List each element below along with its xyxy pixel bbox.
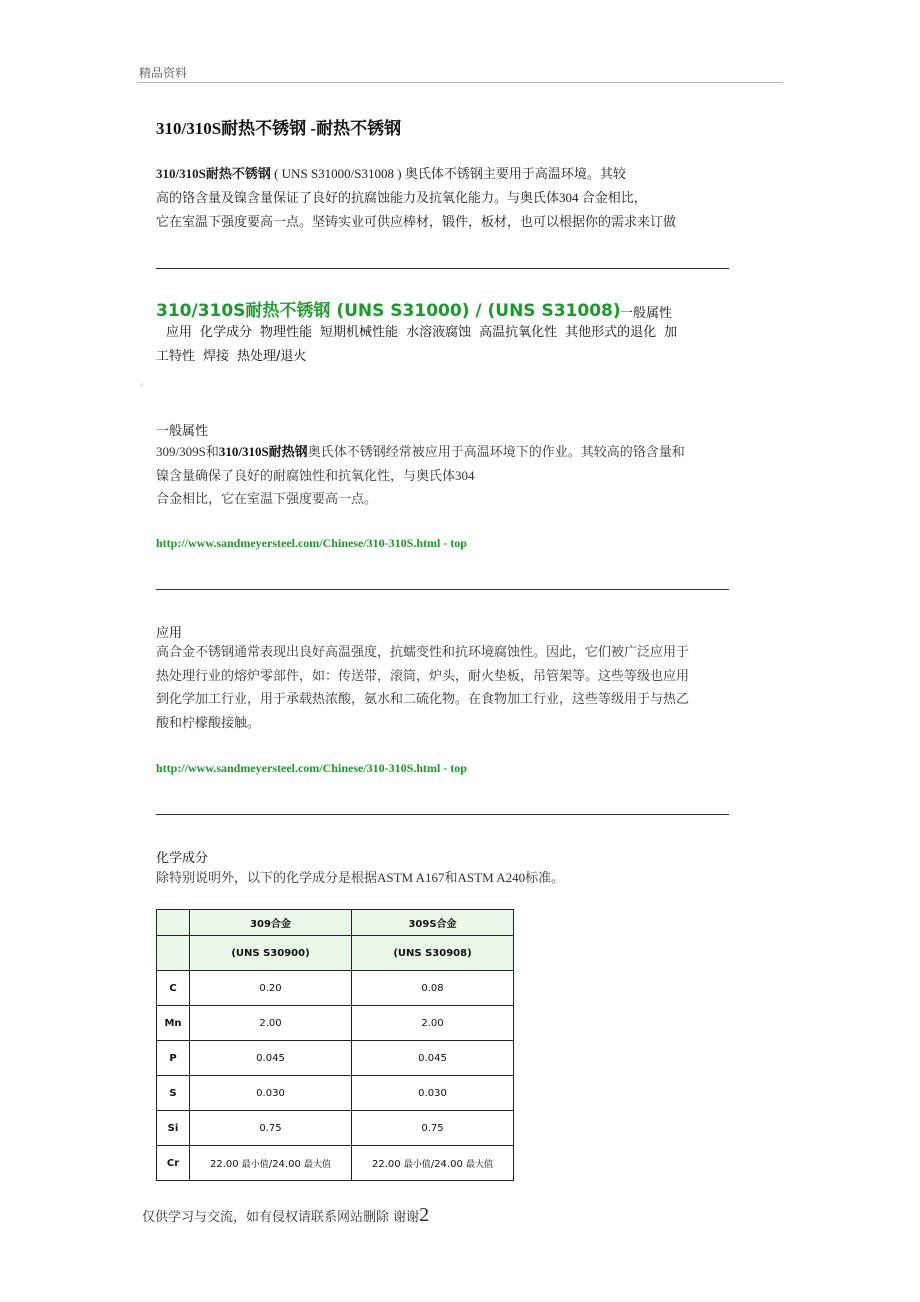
nav-item-oxidation[interactable]: 高温抗氧化性 (479, 325, 558, 340)
nav-item-application[interactable]: 应用 (166, 325, 193, 340)
nav-item-mechanical[interactable]: 短期机械性能 (320, 325, 399, 340)
application-line-4: 酸和柠檬酸接触。 (156, 714, 261, 730)
value-cell: 2.00 (352, 1006, 514, 1041)
application-line-3: 到化学加工行业，用于承载热浓酸，氨水和二硫化物。在食物加工行业，这些等级用于与热乙 (156, 691, 690, 706)
nav-item-degradation[interactable]: 其他形式的退化 (565, 325, 657, 340)
general-section-body (156, 440, 732, 511)
value-cell: 2.00 (190, 1006, 352, 1041)
general-section-title: 一般属性 (156, 424, 209, 439)
intro-line-1-text: ( UNS S31000/S31008 ) 奥氏体不锈钢主要用于高温环境。其较 (270, 166, 626, 181)
intro-line-3: 它在室温下强度要高一点。坚铸实业可供应棒材，锻件，板材，也可以根据你的需求来订做 (156, 214, 677, 229)
element-cell: Mn (157, 1006, 190, 1041)
col-309-uns: (UNS S30900) (190, 936, 352, 971)
nav-item-fabrication-part2[interactable]: 工特性 (156, 349, 196, 364)
footer (142, 1204, 429, 1227)
value-cell: 0.045 (352, 1041, 514, 1076)
product-heading: 310/310S耐热不锈钢 (UNS S31000) / (UNS S31008) (156, 301, 621, 321)
value-cell: 22.00 最小值/24.00 最大值 (352, 1146, 514, 1181)
cr-309-max: 24.00 (272, 1158, 301, 1170)
section-nav-line-1 (156, 321, 736, 345)
nav-item-fabrication-part1[interactable]: 加 (664, 325, 678, 340)
value-cell: 0.030 (190, 1076, 352, 1111)
general-line-3: 合金相比，它在室温下强度要高一点。 (156, 491, 378, 506)
application-line-1: 高合金不锈钢通常表现出良好高温强度，抗蠕变性和抗环境腐蚀性。因此，它们被广泛应用于 (156, 644, 690, 659)
application-top-link[interactable]: http://www.sandmeyersteel.com/Chinese/310-310S.html - top (156, 761, 467, 775)
table-corner-cell-2 (157, 936, 190, 971)
application-line-2: 热处理行业的熔炉零部件，如：传送带，滚筒，炉头，耐火垫板，吊管架等。这些等级也应用 (156, 667, 690, 683)
value-cell: 0.20 (190, 971, 352, 1006)
intro-line-1 (156, 162, 736, 186)
nav-item-heat-treatment[interactable]: 热处理/退火 (237, 349, 307, 364)
value-cell: 0.08 (352, 971, 514, 1006)
element-cell: C (157, 971, 190, 1006)
general-prefix: 309/309S和 (156, 444, 219, 459)
intro-paragraph (156, 162, 736, 234)
nav-item-aqueous-corrosion[interactable]: 水溶液腐蚀 (406, 325, 472, 340)
table-row (157, 1076, 514, 1111)
header-divider (137, 82, 783, 83)
nav-item-welding[interactable]: 焊接 (203, 349, 230, 364)
nav-item-physical[interactable]: 物理性能 (260, 325, 313, 340)
general-properties-tag[interactable]: 一般属性 (620, 306, 673, 321)
table-row (157, 1041, 514, 1076)
intro-line-2: 高的铬含量及镍含量保证了良好的抗腐蚀能力及抗氧化能力。与奥氏体304 合金相比， (156, 190, 647, 205)
general-line-1-rest: 奥氏体不锈钢经常被应用于高温环境下的作业。其较高的铬含量和 (307, 444, 685, 459)
table-corner-cell (157, 910, 190, 936)
element-cell: S (157, 1076, 190, 1111)
table-header-row-names (157, 910, 514, 936)
general-line-1 (156, 440, 732, 464)
value-cell: 0.030 (352, 1076, 514, 1111)
section-divider-2 (156, 589, 729, 590)
table-row-cr (157, 1146, 514, 1181)
table-row (157, 1111, 514, 1146)
element-cell: P (157, 1041, 190, 1076)
section-nav (156, 321, 736, 369)
general-bold: 310/310S耐热钢 (218, 444, 308, 459)
max-label: 最大值 (304, 1159, 332, 1170)
value-cell: 0.045 (190, 1041, 352, 1076)
header-label: 精品资料 (139, 66, 188, 80)
value-cell: 0.75 (190, 1111, 352, 1146)
col-309-name: 309合金 (190, 910, 352, 936)
application-section-title: 应用 (156, 626, 183, 641)
intro-lead: 310/310S耐热不锈钢 (156, 166, 271, 181)
col-309s-uns: (UNS S30908) (352, 936, 514, 971)
cr-309s-max: 24.00 (434, 1158, 463, 1170)
table-header-row-uns (157, 936, 514, 971)
nav-item-chemistry[interactable]: 化学成分 (200, 325, 253, 340)
document-title: 310/310S耐热不锈钢 -耐热不锈钢 (156, 119, 402, 138)
value-cell: 22.00 最小值/24.00 最大值 (190, 1146, 352, 1181)
section-divider-1 (156, 268, 729, 269)
col-309s-name: 309S合金 (352, 910, 514, 936)
chemistry-section-title: 化学成分 (156, 851, 209, 866)
value-cell: 0.75 (352, 1111, 514, 1146)
anchor-marker: ‹ (140, 381, 144, 391)
element-cell: Si (157, 1111, 190, 1146)
table-row (157, 1006, 514, 1041)
max-label: 最大值 (466, 1159, 494, 1170)
chemistry-table (156, 909, 514, 1181)
section-nav-line-2 (156, 345, 736, 369)
general-line-2: 镍含量确保了良好的耐腐蚀性和抗氧化性，与奥氏体304 (156, 467, 475, 483)
general-top-link[interactable]: http://www.sandmeyersteel.com/Chinese/310-310S.html - top (156, 536, 467, 550)
cr-309-min: 22.00 (209, 1158, 239, 1170)
cr-309s-min: 22.00 (371, 1158, 401, 1170)
min-label: 最小值 (241, 1159, 269, 1170)
chemistry-description: 除特别说明外，以下的化学成分是根据ASTM A167和ASTM A240标准。 (156, 870, 565, 885)
min-label: 最小值 (403, 1159, 431, 1170)
footer-text: 仅供学习与交流，如有侵权请联系网站删除 谢谢 (142, 1210, 420, 1225)
table-row (157, 971, 514, 1006)
application-section-body (156, 640, 732, 734)
page-number: 2 (419, 1204, 430, 1226)
section-divider-3 (156, 814, 729, 815)
element-cell: Cr (157, 1146, 190, 1181)
